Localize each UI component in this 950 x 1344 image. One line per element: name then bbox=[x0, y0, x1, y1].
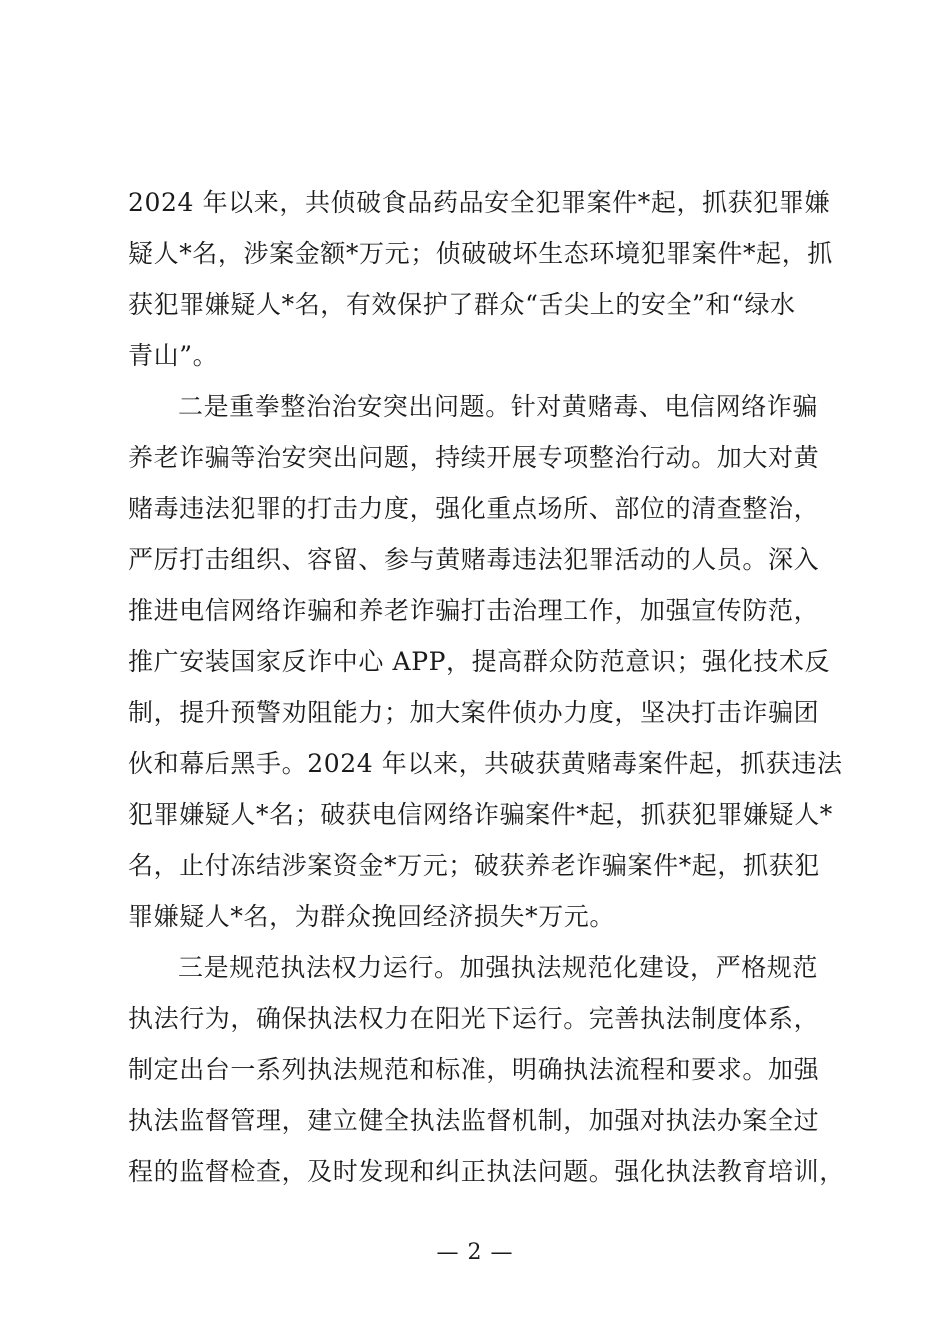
text-line: 伙和幕后黑手。2024 年以来，共破获黄赌毒案件起，抓获违法 bbox=[128, 749, 843, 778]
text-line: 名，止付冻结涉案资金*万元；破获养老诈骗案件*起，抓获犯 bbox=[128, 851, 820, 880]
text-line: 制，提升预警劝阻能力；加大案件侦办力度，坚决打击诈骗团 bbox=[128, 698, 820, 727]
text-line: 养老诈骗等治安突出问题，持续开展专项整治行动。加大对黄 bbox=[128, 443, 820, 472]
text-line: 推进电信网络诈骗和养老诈骗打击治理工作，加强宣传防范， bbox=[128, 596, 820, 625]
text-line: 赌毒违法犯罪的打击力度，强化重点场所、部位的清查整治， bbox=[128, 494, 820, 523]
text-line: 疑人*名，涉案金额*万元；侦破破坏生态环境犯罪案件*起，抓 bbox=[128, 239, 833, 268]
text-line: 程的监督检查，及时发现和纠正执法问题。强化执法教育培训， bbox=[128, 1157, 845, 1186]
paragraph-start-line: 三是规范执法权力运行。加强执法规范化建设，严格规范 bbox=[178, 953, 819, 982]
page-number: — 2 — bbox=[436, 1240, 514, 1265]
text-line: 获犯罪嫌疑人*名，有效保护了群众“舌尖上的安全”和“绿水 bbox=[128, 290, 796, 319]
text-line: 制定出台一系列执法规范和标准，明确执法流程和要求。加强 bbox=[128, 1055, 820, 1084]
text-line: 执法监督管理，建立健全执法监督机制，加强对执法办案全过 bbox=[128, 1106, 820, 1135]
text-line: 推广安装国家反诈中心 APP，提高群众防范意识；强化技术反 bbox=[128, 647, 831, 676]
text-line: 执法行为，确保执法权力在阳光下运行。完善执法制度体系， bbox=[128, 1004, 820, 1033]
text-line: 犯罪嫌疑人*名；破获电信网络诈骗案件*起，抓获犯罪嫌疑人* bbox=[128, 800, 833, 829]
text-line: 严厉打击组织、容留、参与黄赌毒违法犯罪活动的人员。深入 bbox=[128, 545, 820, 574]
text-line: 2024 年以来，共侦破食品药品安全犯罪案件*起，抓获犯罪嫌 bbox=[128, 188, 831, 217]
text-line: 青山”。 bbox=[128, 341, 219, 370]
paragraph-start-line: 二是重拳整治治安突出问题。针对黄赌毒、电信网络诈骗 bbox=[178, 392, 819, 421]
text-line: 罪嫌疑人*名，为群众挽回经济损失*万元。 bbox=[128, 902, 616, 931]
